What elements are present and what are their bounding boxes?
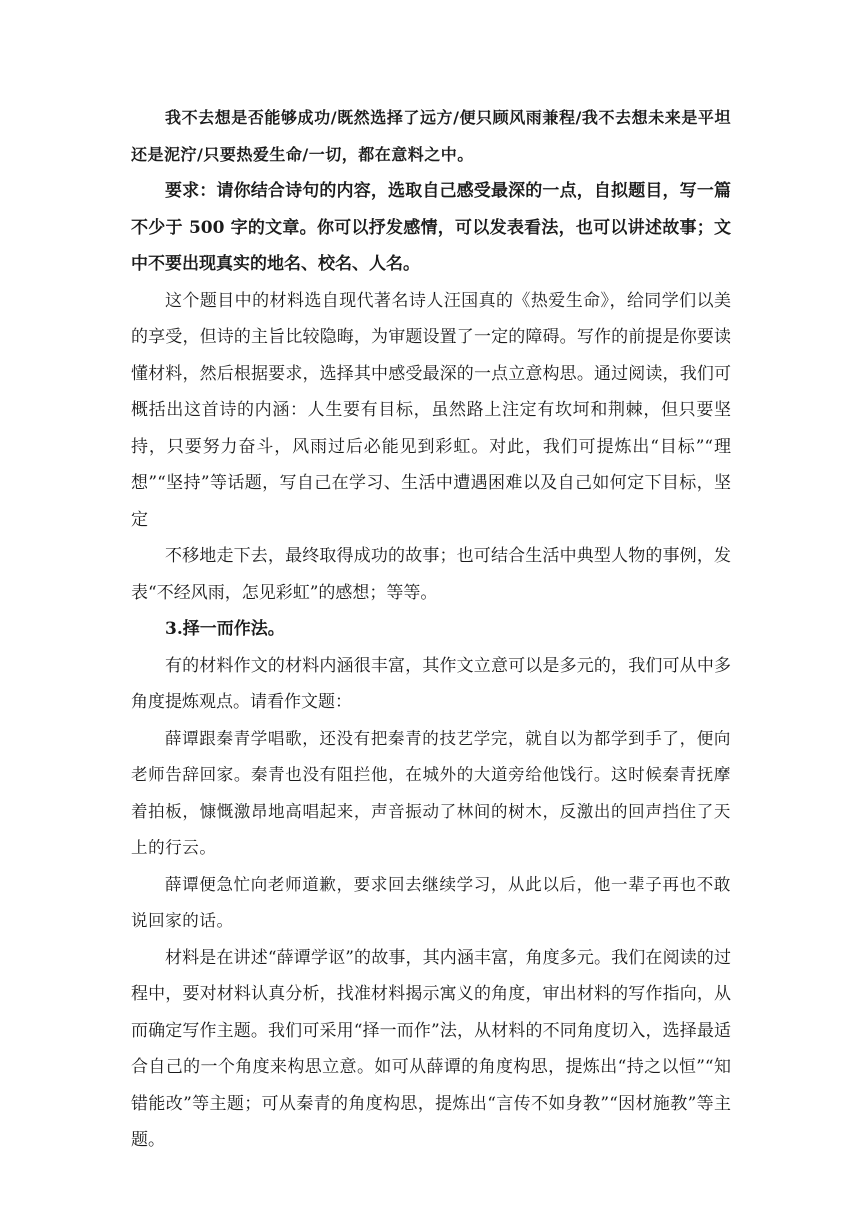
method-intro-paragraph: 有的材料作文的材料内涵很丰富，其作文立意可以是多元的，我们可从中多角度提炼观点。请看作文题：: [131, 655, 731, 712]
story-material-paragraph: 薛谭跟秦青学唱歌，还没有把秦青的技艺学完，就自以为都学到手了，便向老师告辞回家。秦青也没有阻拦他，在城外的大道旁给他饯行。这时候秦青抚摩着拍板，慷慨激昂地高唱起来，声音振动了林间的树木，反激出的回声挡住了天上的行云。: [131, 728, 731, 857]
section-heading: 3.择一而作法。: [165, 619, 285, 639]
analysis-paragraph: 这个题目中的材料选自现代著名诗人汪国真的《热爱生命》，给同学们以美的享受，但诗的主旨比较隐晦，为审题设置了一定的障碍。写作的前提是你要读懂材料，然后根据要求，选择其中感受最深的一点立意构思。通过阅读，我们可概括出这首诗的内涵：人生要有目标，虽然路上注定有坎坷和荆棘，但只要坚持，只要努力奋斗，风雨过后必能见到彩虹。对此，我们可提炼出“目标”“理想”“坚持”等话题，写自己在学习、生活中遭遇困难以及自己如何定下目标，坚定: [131, 290, 731, 530]
document-page: [131, 100, 731, 1159]
writing-requirements: 要求：请你结合诗句的内容，选取自己感受最深的一点，自拟题目，写一篇不少于 500 字的文章。你可以抒发感情，可以发表看法，也可以讲述故事；文中不要出现真实的地名、校名、人名。: [131, 181, 731, 274]
story-material-paragraph-2: 薛谭便急忙向老师道歉，要求回去继续学习，从此以后，他一辈子再也不敢说回家的话。: [131, 874, 731, 930]
analysis-paragraph-continued: 不移地走下去，最终取得成功的故事；也可结合生活中典型人物的事例，发表“不经风雨，怎见彩虹”的感想；等等。: [131, 546, 731, 603]
poem-excerpt: 我不去想是否能够成功/既然选择了远方/便只顾风雨兼程/我不去想未来是平坦还是泥泞/只要热爱生命/一切，都在意料之中。: [131, 108, 731, 164]
material-analysis-paragraph: 材料是在讲述“薛谭学讴”的故事，其内涵丰富，角度多元。我们在阅读的过程中，要对材料认真分析，找准材料揭示寓义的角度，审出材料的写作指向，从而确定写作主题。我们可采用“择一而作”法，从材料的不同角度切入，选择最适合自己的一个角度来构思立意。如可从薛谭的角度构思，提炼出“持之以恒”“知错能改”等主题；可从秦青的角度构思，提炼出“言传不如身教”“因材施教”等主题。: [131, 947, 731, 1150]
